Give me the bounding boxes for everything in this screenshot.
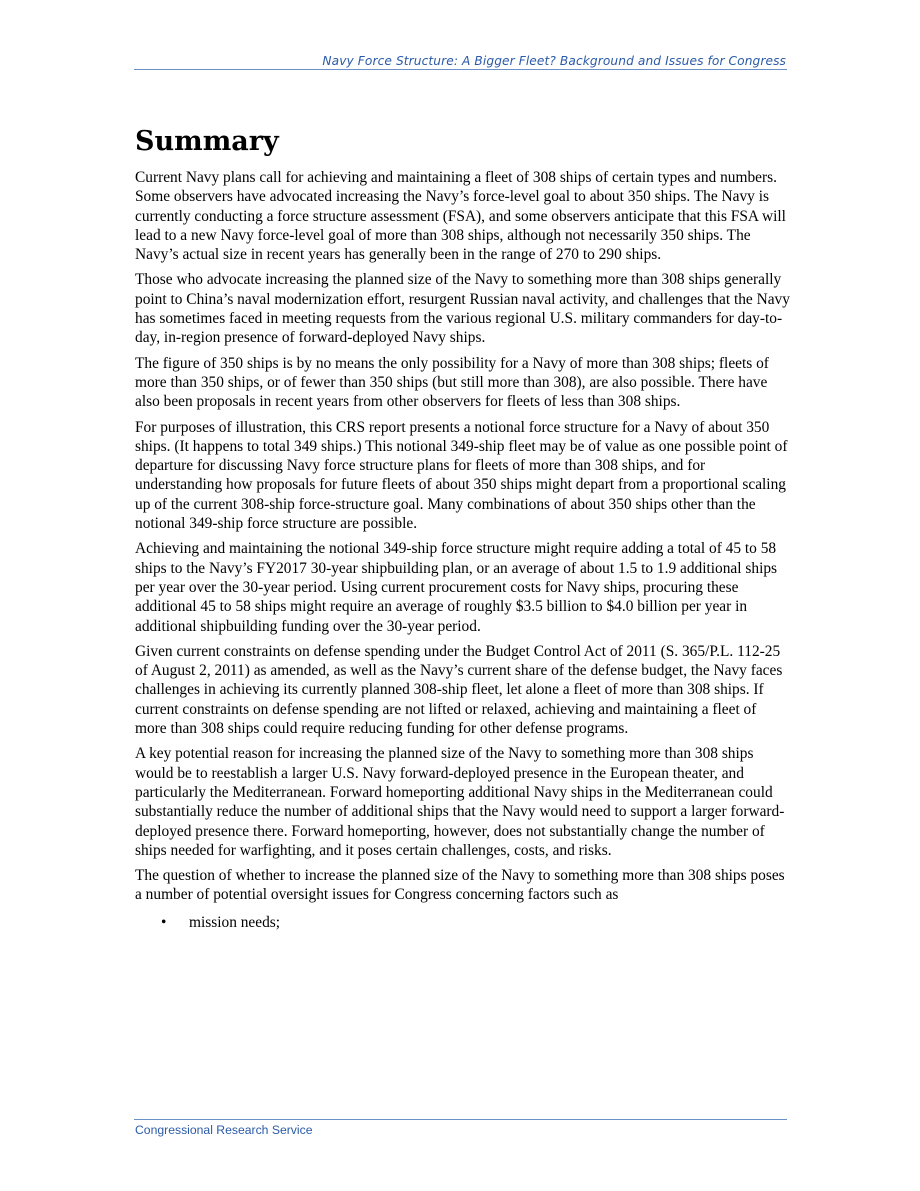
paragraph: The figure of 350 ships is by no means the only possibility for a Navy of more than 308 ships; fleets of more than 350 ships, or of fewer than 350 ships (but still more than 308), are also possible. There have also been proposals in recent years from other observers for fleets of less than 308 ships. [135,354,769,411]
bullet-dot-icon: • [161,913,167,931]
paragraph: Achieving and maintaining the notional 349-ship force structure might require adding a total of 45 to 58 ships to the Navy’s FY2017 30-year shipbuilding plan, or an average of about 1.5 to 1.9 additional ships per year over the 30-year period. Using current procurement costs for Navy ships, procuring these additional 45 to 58 ships might require an average of roughly $3.5 billion to $4.0 billion per year in additional shipbuilding funding over the 30-year period. [135,540,778,635]
bullet-text: mission needs; [189,913,281,931]
section-title: Summary [135,126,279,157]
paragraph: For purposes of illustration, this CRS report presents a notional force structure for a Navy of about 350 ships. (It happens to total 349 ships.) This notional 349-ship fleet may be of value as one possible point of departure for discussing Navy force structure plans for fleets of more than 308 ships, and for understanding how proposals for future fleets of about 350 ships might depart from a proportional scaling up of the current 308-ship force-structure goal. Many combinations of about 350 ships other than the notional 349-ship force structure are possible. [135,418,788,533]
bullet-item [135,913,790,932]
bullet-list [135,913,790,932]
paragraph: Those who advocate increasing the planned size of the Navy to something more than 308 ships generally point to China’s naval modernization effort, resurgent Russian naval activity, and challenges that the Navy has sometimes faced in meeting requests from the various regional U.S. military commanders for day-to-day, in-region presence of forward-deployed Navy ships. [135,271,790,347]
footer-label: Congressional Research Service [135,1123,313,1137]
page-footer [134,1119,787,1137]
paragraph: A key potential reason for increasing the planned size of the Navy to something more than 308 ships would be to reestablish a larger U.S. Navy forward-deployed presence in the European theater, and particularly the Mediterranean. Forward homeporting additional Navy ships in the Mediterranean could substantially reduce the number of additional ships that the Navy would need to support a larger forward-deployed presence there. Forward homeporting, however, does not substantially change the number of ships needed for warfighting, and it poses certain challenges, costs, and risks. [135,745,785,859]
paragraph: Given current constraints on defense spending under the Budget Control Act of 2011 (S. 365/P.L. 112-25 of August 2, 2011) as amended, as well as the Navy’s current share of the defense budget, the Navy faces challenges in achieving its currently planned 308-ship fleet, let alone a fleet of more than 308 ships. If current constraints on defense spending are not lifted or relaxed, achieving and maintaining a fleet of more than 308 ships could require reducing funding for other defense programs. [135,642,783,738]
page-header [134,53,787,70]
paragraph: Current Navy plans call for achieving and maintaining a fleet of 308 ships of certain types and numbers. Some observers have advocated increasing the Navy’s force-level goal to about 350 ships. The Navy is currently conducting a force structure assessment (FSA), and some observers anticipate that this FSA will lead to a new Navy force-level goal of more than 308 ships, although not necessarily 350 ships. The Navy’s actual size in recent years has generally been in the range of 270 to 290 ships. [135,169,786,264]
paragraph: The question of whether to increase the planned size of the Navy to something more than 308 ships poses a number of potential oversight issues for Congress concerning factors such as [135,867,785,904]
summary-body [135,168,790,932]
running-title: Navy Force Structure: A Bigger Fleet? Background and Issues for Congress [322,54,786,68]
